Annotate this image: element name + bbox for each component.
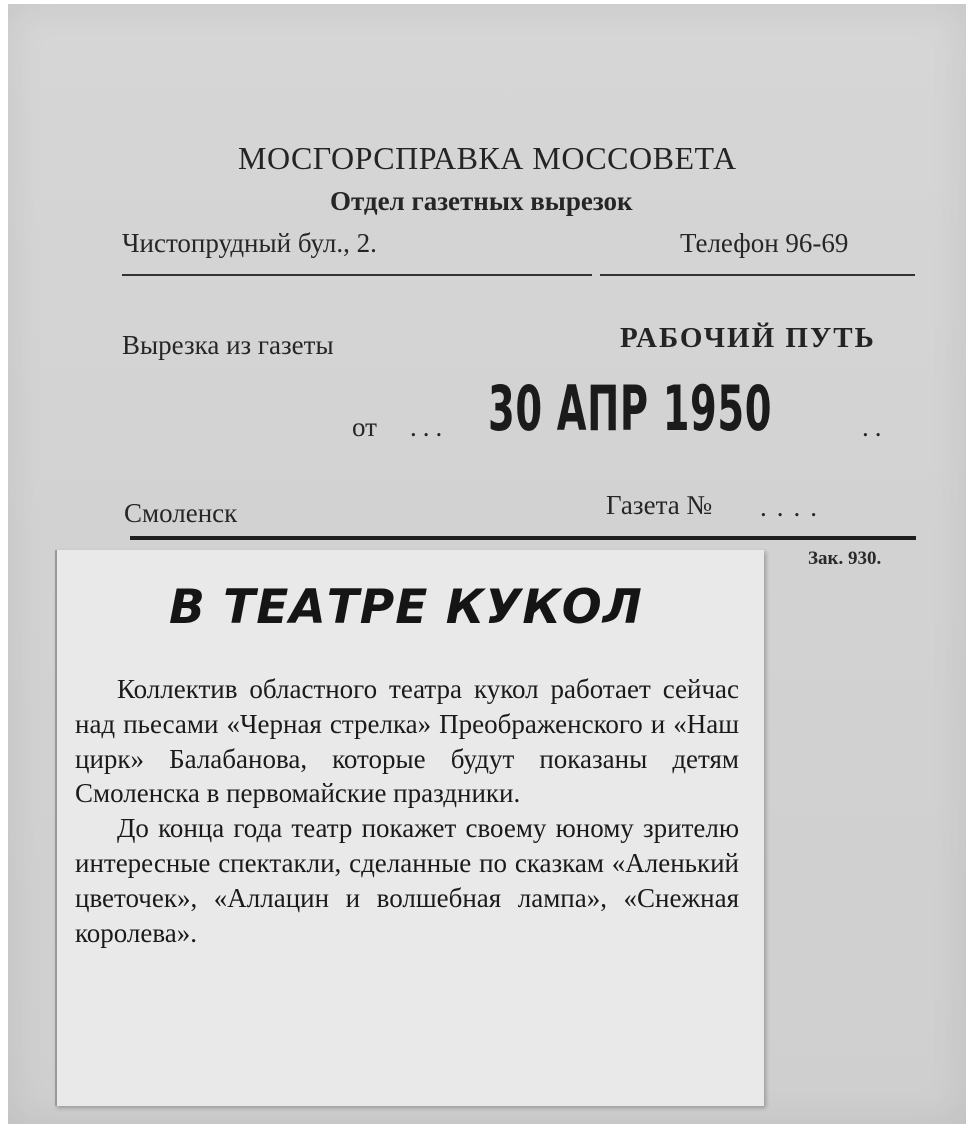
newspaper-clipping	[55, 550, 764, 1106]
header-rule-right	[600, 274, 915, 276]
article-headline: В ТЕАТРЕ КУКОЛ	[169, 580, 643, 635]
department-title: Отдел газетных вырезок	[330, 186, 633, 216]
date-stamp: 30 АПР 1950	[488, 372, 773, 445]
city-name: Смоленск	[124, 498, 238, 528]
article-paragraph: Коллектив областного театра кукол работает сейчас над пьесами «Черная стрелка» Преображенского и «Наш цирк» Балабанова, которые будут показаны детям Смоленска в первомайские праздники.	[75, 674, 739, 809]
cut-from-label: Вырезка из газеты	[122, 330, 334, 360]
address: Чистопрудный бул., 2.	[122, 228, 377, 258]
header-rule-left	[122, 274, 592, 276]
paper-number-label: Газета №	[606, 490, 713, 520]
article-paragraph: До конца года театр покажет своему юному зрителю интересные спектакли, сделанные по сказкам «Аленький цветочек», «Аллацин и волшебная лампа», «Снежная королева».	[75, 813, 739, 948]
date-leader-dots: ...	[410, 412, 449, 442]
phone-number: Телефон 96-69	[680, 228, 849, 258]
order-number: Зак. 930.	[808, 548, 882, 569]
form-bottom-rule	[130, 536, 916, 540]
date-trailing-dots: ..	[862, 412, 888, 442]
article-body	[75, 672, 739, 950]
date-from-label: от	[352, 412, 377, 442]
newspaper-name: РАБОЧИЙ ПУТЬ	[620, 322, 876, 354]
bureau-title: МОСГОРСПРАВКА МОССОВЕТА	[238, 140, 737, 176]
paper-number-dots: ....	[760, 492, 827, 522]
